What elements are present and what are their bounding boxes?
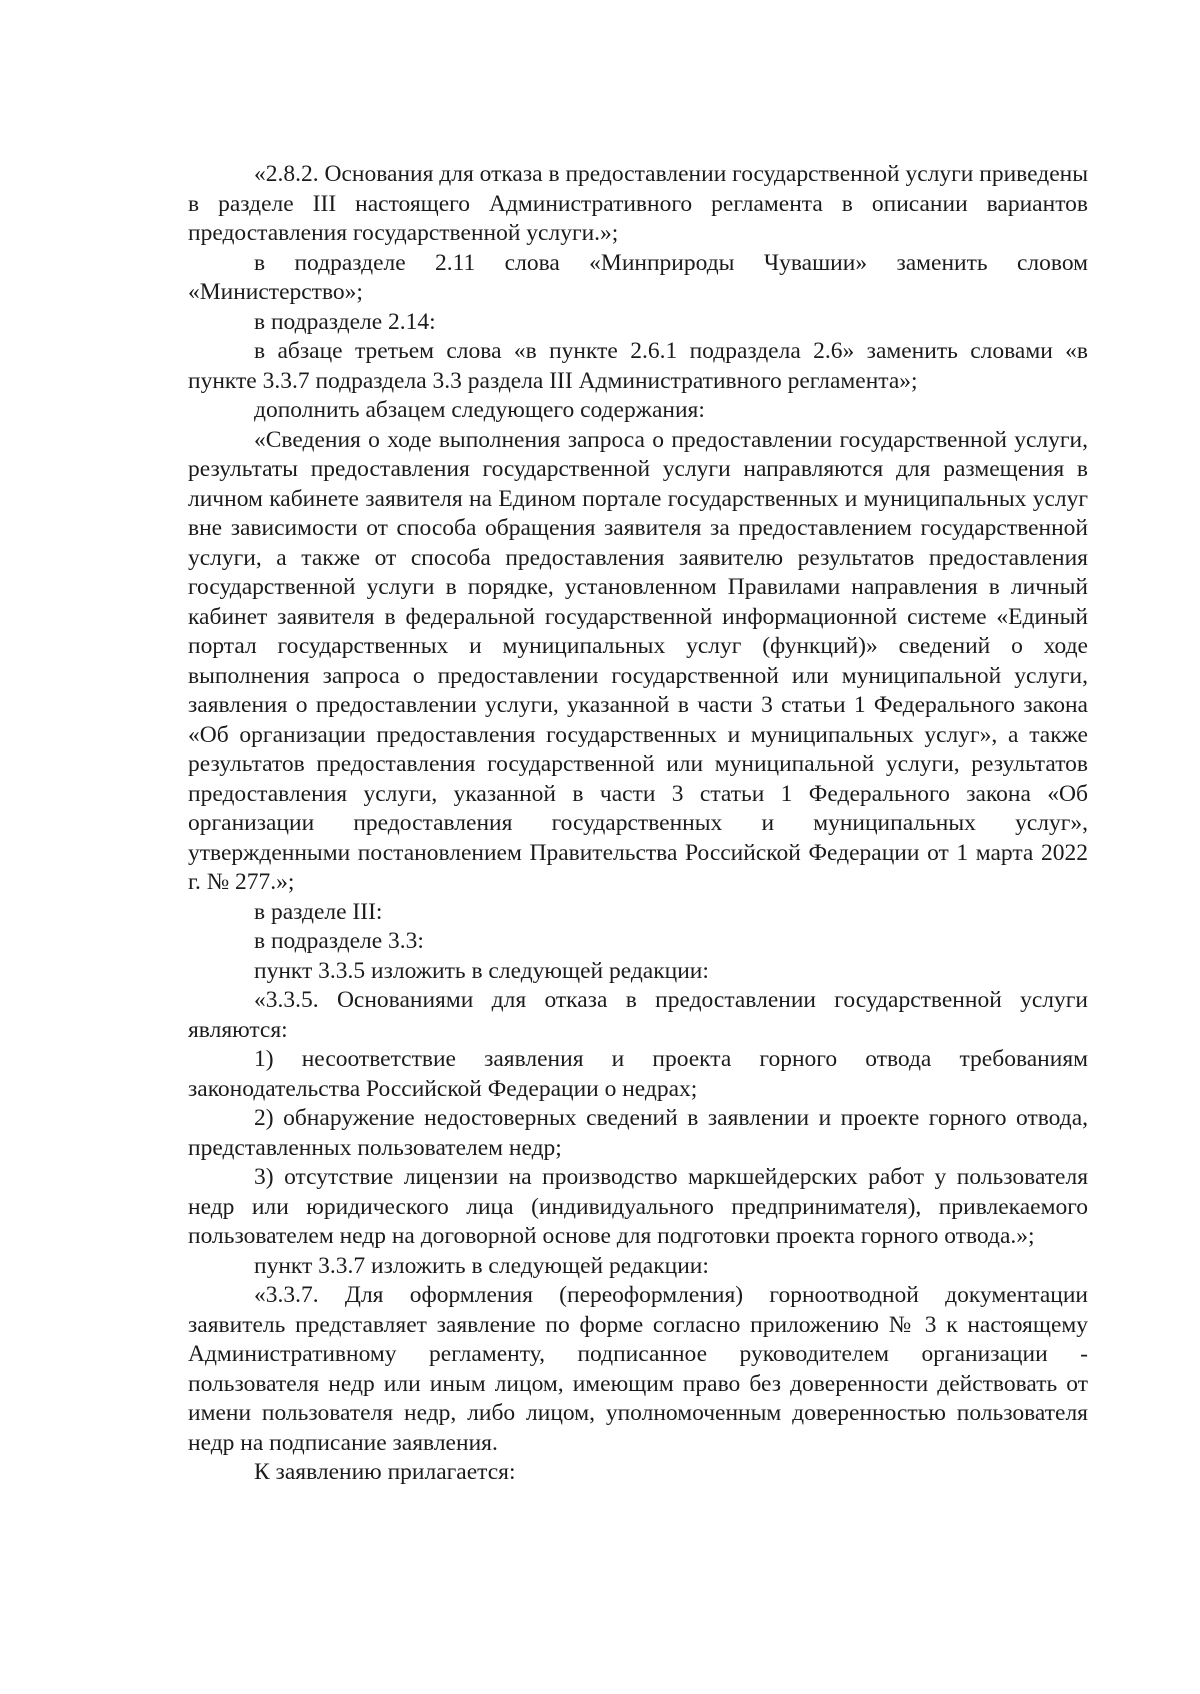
paragraph-point-3-3-5-intro: пункт 3.3.5 изложить в следующей редакции: [254,957,709,984]
paragraph-3-3-5: «3.3.5. Основаниями для отказа в предоставлении государственной услуги являются: [188,987,1088,1043]
paragraph-request-info: «Сведения о ходе выполнения запроса о предоставлении государственной услуги, результаты предоставления государственной услуги направляются для размещения в личном кабинете заявителя на Едином портале государственных и муниципальных услуг вне зависимости от способа обращения заявителя за предоставлением государственной услуги, а также от способа предоставления заявителю результатов предоставления государственной услуги в порядке, установленном Правилами направления в личный кабинет заявителя в федеральной государственной информационной системе «Единый портал государственных и муниципальных услуг (функций)» сведений о ходе выполнения запроса о предоставлении государственной или муниципальной услуги, заявления о предоставлении услуги, указанной в части 3 статьи 1 Федерального закона «Об организации предоставления государственных и муниципальных услуг», а также результатов предоставления государственной или муниципальной услуги, результатов предоставления услуги, указанной в части 3 статьи 1 Федерального закона «Об организации предоставления государственных и муниципальных услуг», утвержденными постановлением Правительства Российской Федерации от 1 марта 2022 г. № 277.»; [188,426,1088,895]
paragraph-attachments: К заявлению прилагается: [254,1459,516,1485]
paragraph-third-abzac: в абзаце третьем слова «в пункте 2.6.1 подраздела 2.6» заменить словами «в пункте 3.3.7 подраздела 3.3 раздела III Административного регламента»; [188,338,1088,394]
list-item-3: 3) отсутствие лицензии на производство маркшейдерских работ у пользователя недр или юридического лица (индивидуального предпринимателя), привлекаемого пользователем недр на договорной основе для подготовки проекта горного отвода.»; [188,1164,1088,1249]
paragraph-subsection-2-14: в подразделе 2.14: [254,308,436,335]
paragraph-section-3: в разделе III: [254,898,383,925]
list-item-1: 1) несоответствие заявления и проекта горного отвода требованиям законодательства Российской Федерации о недрах; [188,1046,1088,1102]
paragraph-2-8-2: «2.8.2. Основания для отказа в предоставлении государственной услуги приведены в разделе III настоящего Административного регламента в описании вариантов предоставления государственной услуги.»; [188,161,1088,246]
document-body [188,160,1088,1488]
paragraph-subsection-3-3: в подразделе 3.3: [254,928,424,954]
paragraph-subsection-2-11: в подразделе 2.11 слова «Минприроды Чувашии» заменить словом «Министерство»; [188,249,1088,305]
paragraph-3-3-7: «3.3.7. Для оформления (переоформления) горноотводной документации заявитель представляет заявление по форме согласно приложению № 3 к настоящему Административному регламенту, подписанное руководителем организации - пользователя недр или иным лицом, имеющим право без доверенности действовать от имени пользователя недр, либо лицом, уполномоченным доверенностью пользователя недр на подписание заявления. [188,1282,1088,1456]
list-item-2: 2) обнаружение недостоверных сведений в заявлении и проекте горного отвода, представленных пользователем недр; [188,1105,1088,1161]
paragraph-point-3-3-7-intro: пункт 3.3.7 изложить в следующей редакции: [254,1252,709,1279]
paragraph-supplement: дополнить абзацем следующего содержания: [254,397,705,423]
